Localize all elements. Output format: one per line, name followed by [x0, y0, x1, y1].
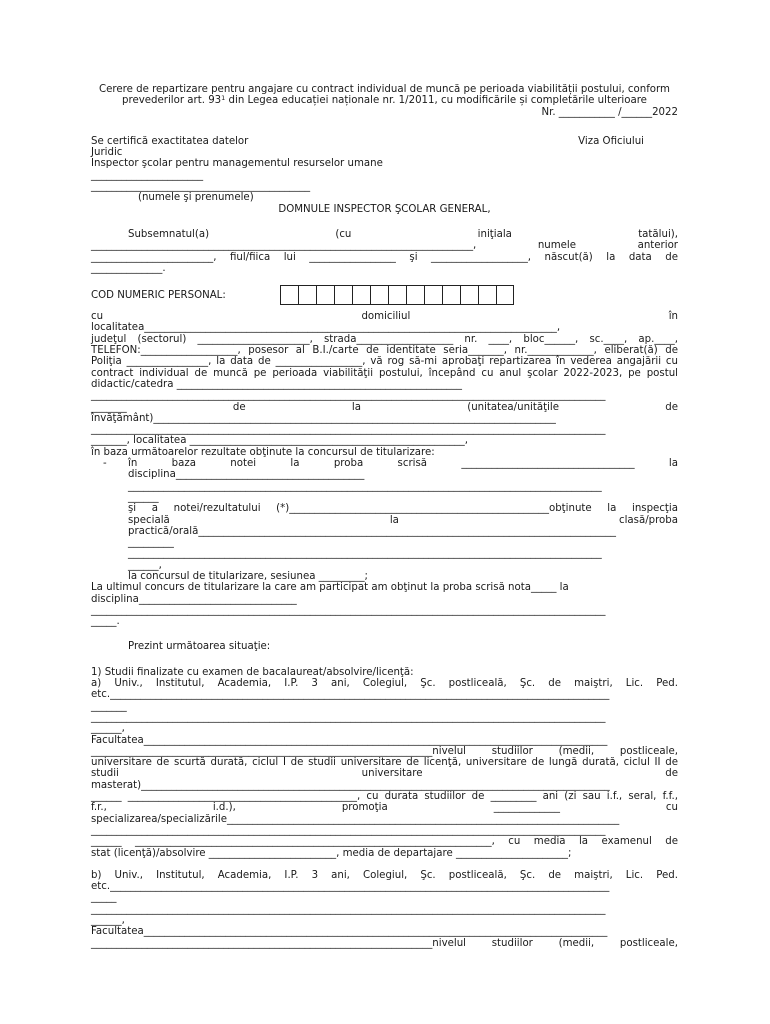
written-subject-line: disciplina_____________________________________: [128, 469, 365, 481]
studies-heading: 1) Studii finalizate cu examen de bacalaureat/absolvire/licenţă:: [91, 666, 414, 678]
name-hint: (numele şi prenumele): [138, 192, 254, 204]
faculty-a-line-2: ___________________________________________________________________nivelul studiilor (medii, postliceale,: [91, 745, 678, 757]
salutation: DOMNULE INSPECTOR ŞCOLAR GENERAL,: [278, 203, 491, 215]
faculty-b-line-2: ___________________________________________________________________nivelul studiilor (medii, postliceale,: [91, 937, 678, 949]
application-form: [91, 84, 678, 949]
situation-title: Prezint următoarea situaţie:: [128, 641, 271, 653]
last-contest-blank-end: _____.: [91, 616, 120, 628]
address-line-9: _______ de la (unitatea/unităţile de: [91, 401, 678, 413]
studies-b-line-2: etc.__________________________________________________________________________________________________: [91, 881, 610, 893]
faculty-a-line-5: masterat)____________________________________________________________________________________________: [91, 779, 610, 791]
faculty-a-line-10: ______ ______________________________________________________________________, cu media la examenul de: [91, 836, 678, 848]
faculty-a-line-1: Facultatea___________________________________________________________________________________________: [91, 734, 608, 746]
results-blank-1: _____________________________________________________________________________________________: [128, 480, 602, 492]
registration-number: Nr. ___________ /______2022: [541, 106, 678, 118]
address-line-3: judeţul (sectorul) ______________________, strada___________________ nr. ____, bloc______, sc.____, ap.____,: [91, 333, 678, 345]
faculty-b-line-1: Facultatea___________________________________________________________________________________________: [91, 926, 608, 938]
cnp-digit-box[interactable]: [280, 285, 298, 305]
certify-text: Se certifică exactitatea datelor: [91, 135, 249, 147]
cnp-digit-box[interactable]: [496, 285, 514, 305]
session-line: la concursul de titularizare, sesiunea _________;: [128, 570, 368, 582]
address-line-7: didactic/catedra ________________________________________________________: [91, 378, 462, 390]
cnp-digit-box[interactable]: [298, 285, 316, 305]
address-line-10: învăţământ)_______________________________________________________________________________: [91, 412, 556, 424]
intro-line-4: ______________.: [91, 262, 166, 274]
address-line-12: _______, localitatea ______________________________________________________,: [91, 435, 468, 447]
faculty-a-line-6: ______ _____________________________________________, cu durata studiilor de _________ ani (zi sau i.f., seral, f.f.,: [91, 791, 678, 803]
intro-line-2: ___________________________________________________________________________, numele anterior: [91, 240, 678, 252]
last-contest-subject: disciplina_______________________________: [91, 593, 297, 605]
faculty-a-line-3: universitare de scurtă durată, ciclul I de studii universitare de licenţă, universitare de lungă durată, ciclul II de: [91, 757, 678, 769]
address-line-11: _____________________________________________________________________________________________________: [91, 424, 606, 436]
cnp-digit-box[interactable]: [406, 285, 424, 305]
cnp-boxes[interactable]: [280, 285, 514, 305]
address-line-4: TELEFON:___________________, posesor al B.I./carte de identitate seria_______, nr._____________, eliberat(ă) de: [91, 345, 678, 357]
studies-b-line-1: b) Univ., Institutul, Academia, I.P. 3 ani, Colegiul, Şc. postliceală, Şc. de maiştri, Lic. Ped.: [91, 869, 678, 881]
faculty-a-line-11: stat (licenţă)/absolvire _________________________, media de departajare ______________________;: [91, 847, 572, 859]
results-blank-3: _________: [128, 537, 174, 549]
last-contest-blank: _____________________________________________________________________________________________________: [91, 604, 606, 616]
inspection-line-2: specială la clasă/proba: [128, 514, 678, 526]
inspection-line: şi a notei/rezultatului (*)___________________________________________________obţinute la inspecţia: [128, 503, 678, 515]
results-bullet: [91, 458, 678, 582]
form-title-line-2: prevederilor art. $93^1$ din Legea educației naționale nr. 1/2011, cu modificările și completările ulterioare: [122, 94, 647, 107]
cnp-digit-box[interactable]: [442, 285, 460, 305]
results-blank-5: ______,: [128, 559, 162, 571]
studies-a-line-5: ______,: [91, 723, 125, 735]
faculty-a-line-7: f.r., i.d.), promoţia _____________ cu: [91, 802, 678, 814]
form-title-line-1: Cerere de repartizare pentru angajare cu contract individual de muncă pe perioada viabilității postului, conform: [99, 84, 670, 95]
inspector-signature-blank: ______________________: [91, 169, 204, 181]
studies-a-line-1: a) Univ., Institutul, Academia, I.P. 3 ani, Colegiul, Şc. postliceală, Şc. de maiştri, Lic. Ped.: [91, 678, 678, 690]
inspector-name-blank: ___________________________________________: [91, 181, 311, 193]
address-line-6: contract individual de muncă pe perioada viabilităţii postului, începând cu anul şcolar 2022-2023, pe postul: [91, 367, 678, 379]
faculty-a-line-9: _____________________________________________________________________________________________________: [91, 824, 606, 836]
intro-line-3: ________________________, fiul/fiica lui _________________ şi ___________________, născut(ă) la data de: [91, 251, 678, 263]
last-contest-line: La ultimul concurs de titularizare la care am participat am obţinut la proba scrisă nota_____ la: [91, 582, 569, 594]
cnp-digit-box[interactable]: [352, 285, 370, 305]
studies-a-line-3: _______: [91, 700, 127, 712]
address-line-1: cu domiciliul în: [91, 311, 678, 323]
address-line-2: localitatea_________________________________________________________________________________,: [91, 322, 561, 334]
studies-b-line-3: _____: [91, 892, 117, 904]
results-intro: în baza următoarelor rezultate obţinute la concursul de titularizare:: [91, 446, 435, 458]
cnp-digit-box[interactable]: [478, 285, 496, 305]
studies-a-line-4: _____________________________________________________________________________________________________: [91, 711, 606, 723]
cnp-digit-box[interactable]: [334, 285, 352, 305]
certify-juridic: Juridic: [91, 147, 123, 159]
results-blank-4: _____________________________________________________________________________________________: [128, 548, 602, 560]
cnp-digit-box[interactable]: [460, 285, 478, 305]
cnp-digit-box[interactable]: [388, 285, 406, 305]
results-blank-2: ______: [128, 491, 159, 503]
intro-line-1: Subsemnatul(a) (cu iniţiala tatălui),: [128, 228, 678, 240]
written-test-line: în baza notei la proba scrisă __________________________________ la: [128, 458, 678, 470]
studies-b-line-5: ______,: [91, 915, 125, 926]
cnp-label: COD NUMERIC PERSONAL:: [91, 289, 226, 301]
cnp-row: [91, 285, 678, 305]
cnp-digit-box[interactable]: [424, 285, 442, 305]
certification-row: [91, 136, 678, 147]
practical-test-line: practică/orală__________________________________________________________________________________: [128, 525, 617, 537]
legal-visa-text: Viza Oficiului: [578, 135, 644, 147]
studies-b-line-4: _____________________________________________________________________________________________________: [91, 903, 606, 915]
faculty-a-line-4: studii universitare de: [91, 768, 678, 780]
hr-inspector-label: Inspector şcolar pentru managementul resurselor umane: [91, 158, 383, 170]
cnp-digit-box[interactable]: [316, 285, 334, 305]
bullet-dash: -: [103, 458, 107, 470]
cnp-digit-box[interactable]: [370, 285, 388, 305]
address-line-5: Poliţia ________________, la data de _________________, vă rog să-mi aprobaţi repartizarea în vederea angajării cu: [91, 356, 678, 368]
address-line-8: _____________________________________________________________________________________________________: [91, 390, 606, 402]
faculty-a-line-8: specializarea/specializările_____________________________________________________________________________: [91, 813, 620, 825]
studies-a-line-2: etc.__________________________________________________________________________________________________: [91, 689, 610, 701]
